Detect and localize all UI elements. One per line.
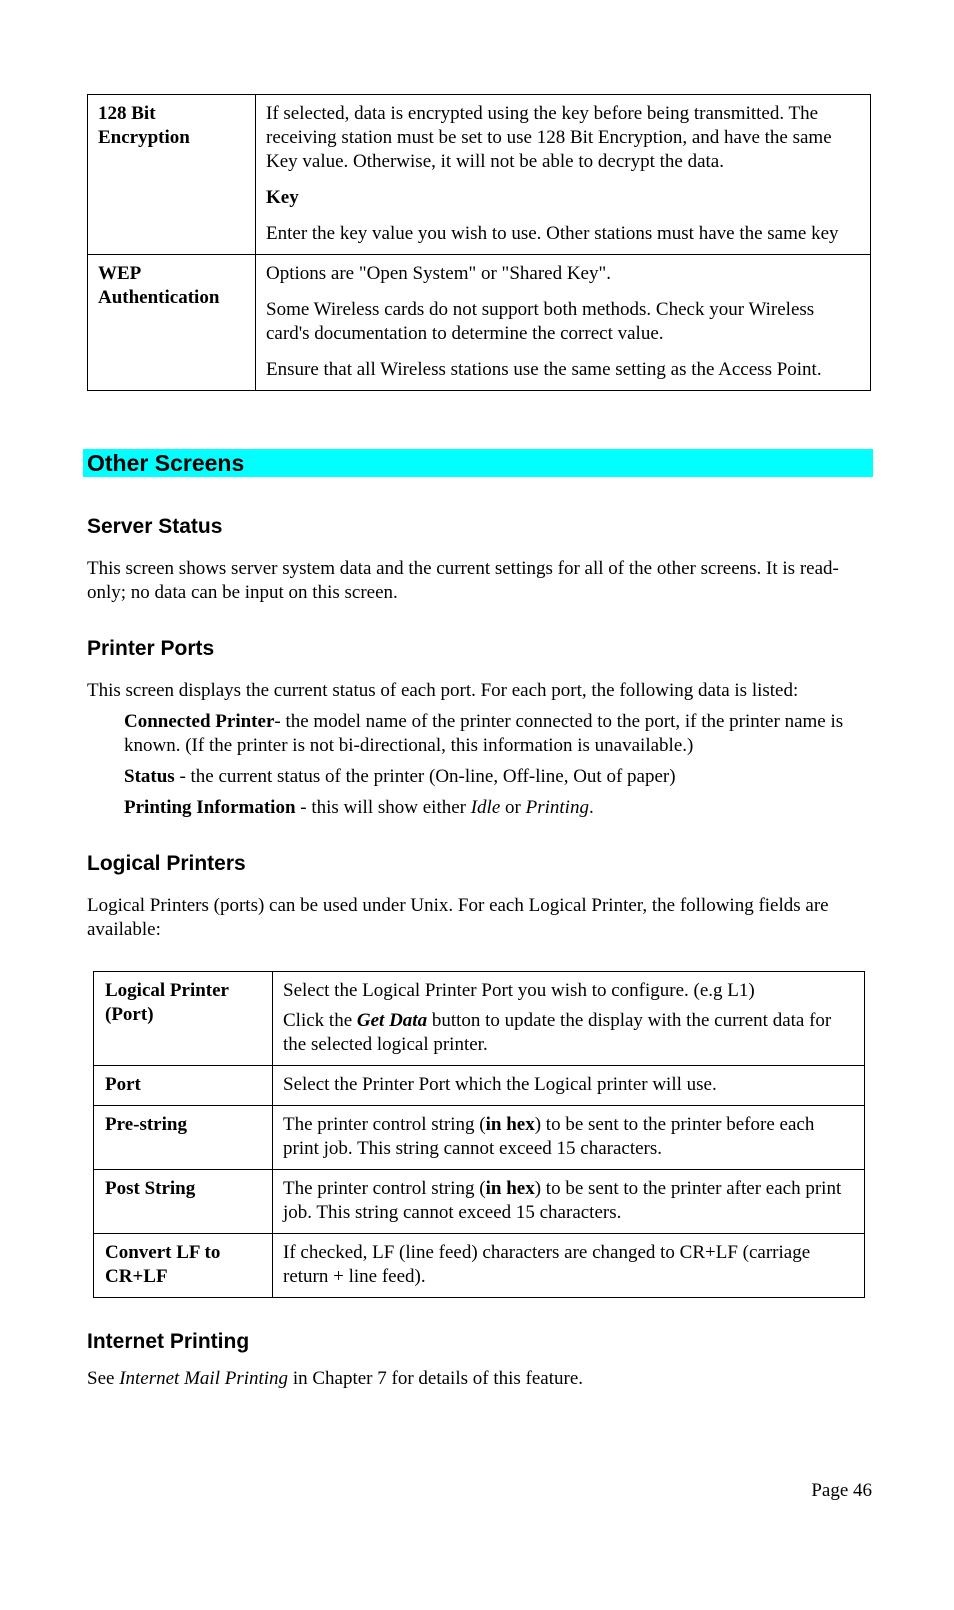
- logical-printers-heading: Logical Printers: [87, 852, 246, 875]
- printing-information-item: Printing Information - this will show either Idle or Printing.: [124, 797, 594, 818]
- table-row: [94, 1170, 865, 1234]
- paragraph: Ensure that all Wireless stations use the same setting as the Access Point.: [266, 359, 822, 380]
- field-description: The printer control string (in hex) to be sent to the printer after each print job. This string cannot exceed 15 characters.: [273, 1170, 865, 1234]
- field-description: The printer control string (in hex) to be sent to the printer before each print job. This string cannot exceed 15 characters.: [273, 1106, 865, 1170]
- status-item: Status - the current status of the printer (On-line, Off-line, Out of paper): [124, 766, 676, 787]
- connected-printer-item: Connected Printer- the model name of the printer connected to the port, if the printer name is known. (If the printer is not bi-directional, this information is unavailable.): [124, 711, 844, 756]
- server-status-text: This screen shows server system data and the current settings for all of the other screens. It is read-only; no data can be input on this screen.: [87, 558, 839, 603]
- field-description: [256, 95, 871, 255]
- field-description: [256, 255, 871, 391]
- table-row: [94, 972, 865, 1066]
- field-label: Pre-string: [94, 1106, 273, 1170]
- table-row: [88, 255, 871, 391]
- paragraph: Options are "Open System" or "Shared Key".: [266, 263, 611, 284]
- field-label: 128 Bit Encryption: [88, 95, 256, 255]
- table-row: [94, 1106, 865, 1170]
- paragraph: Some Wireless cards do not support both methods. Check your Wireless card's documentation to determine the correct value.: [266, 299, 815, 344]
- server-status-heading: Server Status: [87, 515, 223, 538]
- sub-field-label: Key: [266, 187, 299, 208]
- internet-printing-heading: Internet Printing: [87, 1330, 250, 1353]
- field-description: If checked, LF (line feed) characters are changed to CR+LF (carriage return + line feed).: [273, 1234, 865, 1298]
- internet-printing-text: See Internet Mail Printing in Chapter 7 for details of this feature.: [87, 1368, 583, 1389]
- paragraph: Enter the key value you wish to use. Other stations must have the same key: [266, 223, 839, 244]
- paragraph: Select the Logical Printer Port you wish to configure. (e.g L1): [283, 980, 755, 1001]
- table-row: [94, 1234, 865, 1298]
- chapter-reference: Internet Mail Printing: [119, 1368, 289, 1389]
- paragraph: Click the Get Data button to update the display with the current data for the selected logical printer.: [283, 1010, 832, 1055]
- paragraph: If selected, data is encrypted using the key before being transmitted. The receiving station must be set to use 128 Bit Encryption, and have the same Key value. Otherwise, it will not be able to decrypt the data.: [266, 103, 832, 172]
- wep-settings-table: [87, 94, 871, 391]
- field-description: Select the Printer Port which the Logical printer will use.: [273, 1066, 865, 1106]
- page-number: Page 46: [811, 1480, 872, 1501]
- field-label: Logical Printer (Port): [94, 972, 273, 1066]
- field-label: Port: [94, 1066, 273, 1106]
- field-label: WEP Authentication: [88, 255, 256, 391]
- table-row: [94, 1066, 865, 1106]
- logical-printers-table: [93, 971, 865, 1298]
- printer-ports-heading: Printer Ports: [87, 637, 215, 660]
- table-row: [88, 95, 871, 255]
- field-label: Convert LF to CR+LF: [94, 1234, 273, 1298]
- logical-printers-intro: Logical Printers (ports) can be used under Unix. For each Logical Printer, the following fields are available:: [87, 895, 829, 940]
- field-label: Post String: [94, 1170, 273, 1234]
- printer-ports-intro: This screen displays the current status of each port. For each port, the following data is listed:: [87, 680, 799, 701]
- field-description: [273, 972, 865, 1066]
- section-banner: Other Screens: [83, 449, 873, 477]
